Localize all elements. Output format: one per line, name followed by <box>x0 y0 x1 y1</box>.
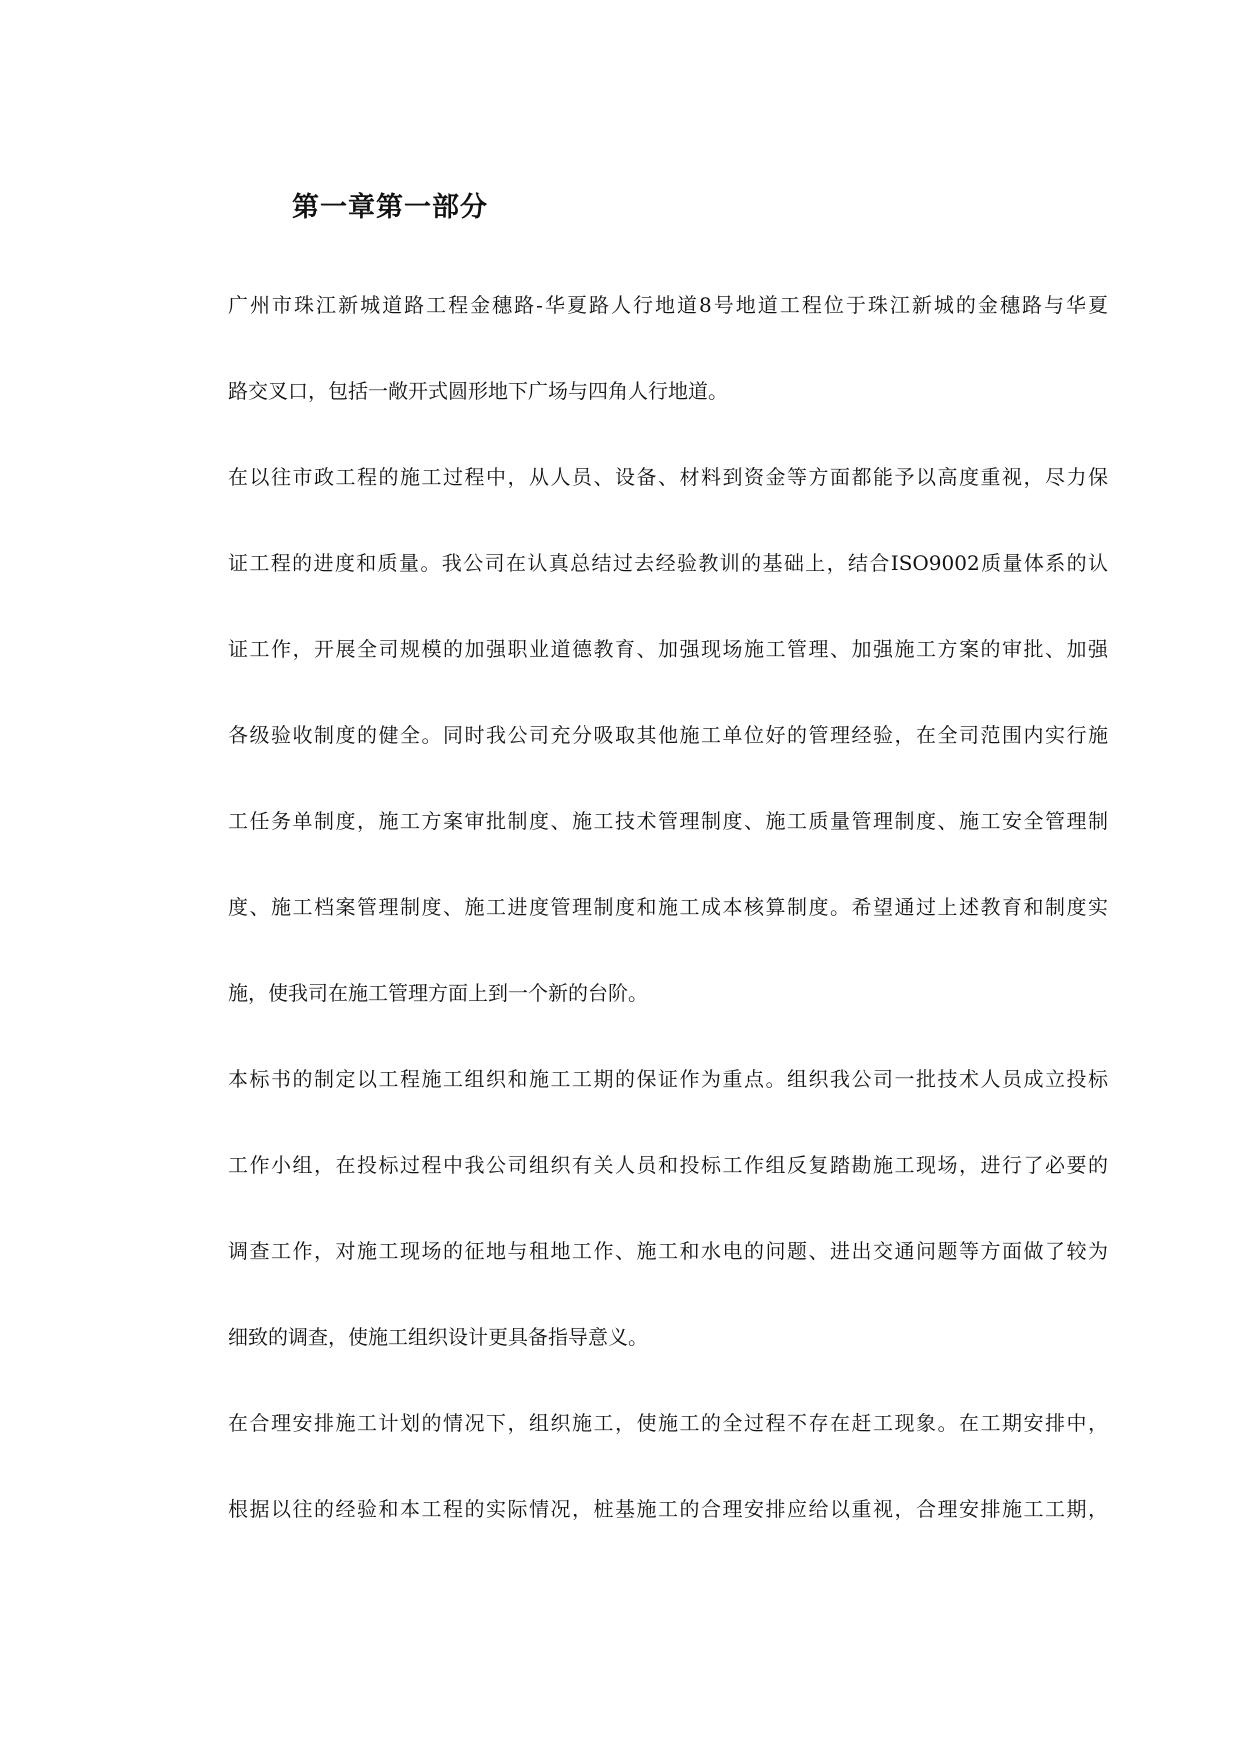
chapter-title: 第一章第一部分 <box>292 192 488 223</box>
paragraph-3-line-2: 工作小组，在投标过程中我公司组织有关人员和投标工作组反复踏勘施工现场，进行了必要的 <box>228 1153 1108 1177</box>
paragraph-3-line-3: 调查工作，对施工现场的征地与租地工作、施工和水电的问题、进出交通问题等方面做了较为 <box>228 1239 1108 1263</box>
paragraph-2-line-1: 在以往市政工程的施工过程中，从人员、设备、材料到资金等方面都能予以高度重视，尽力保 <box>228 465 1108 489</box>
paragraph-2-line-5: 工任务单制度，施工方案审批制度、施工技术管理制度、施工质量管理制度、施工安全管理制 <box>228 809 1108 833</box>
paragraph-2-line-3: 证工作，开展全司规模的加强职业道德教育、加强现场施工管理、加强施工方案的审批、加强 <box>228 637 1108 661</box>
paragraph-2-line-2: 证工程的进度和质量。我公司在认真总结过去经验教训的基础上，结合ISO9002质量体系的认 <box>228 551 1108 575</box>
paragraph-4-line-2: 根据以往的经验和本工程的实际情况，桩基施工的合理安排应给以重视，合理安排施工工期， <box>228 1497 1108 1521</box>
paragraph-1-line-2: 路交叉口，包括一敞开式圆形地下广场与四角人行地道。 <box>228 379 728 403</box>
paragraph-2-line-4: 各级验收制度的健全。同时我公司充分吸取其他施工单位好的管理经验，在全司范围内实行施 <box>228 723 1108 747</box>
paragraph-1-line-1: 广州市珠江新城道路工程金穗路-华夏路人行地道8号地道工程位于珠江新城的金穗路与华夏 <box>228 293 1108 317</box>
paragraph-2-line-6: 度、施工档案管理制度、施工进度管理制度和施工成本核算制度。希望通过上述教育和制度实 <box>228 895 1108 919</box>
paragraph-3-line-4: 细致的调查，使施工组织设计更具备指导意义。 <box>228 1325 648 1349</box>
paragraph-3-line-1: 本标书的制定以工程施工组织和施工工期的保证作为重点。组织我公司一批技术人员成立投标 <box>228 1067 1108 1091</box>
paragraph-2-line-7: 施，使我司在施工管理方面上到一个新的台阶。 <box>228 981 648 1005</box>
paragraph-4-line-1: 在合理安排施工计划的情况下，组织施工，使施工的全过程不存在赶工现象。在工期安排中， <box>228 1411 1108 1435</box>
